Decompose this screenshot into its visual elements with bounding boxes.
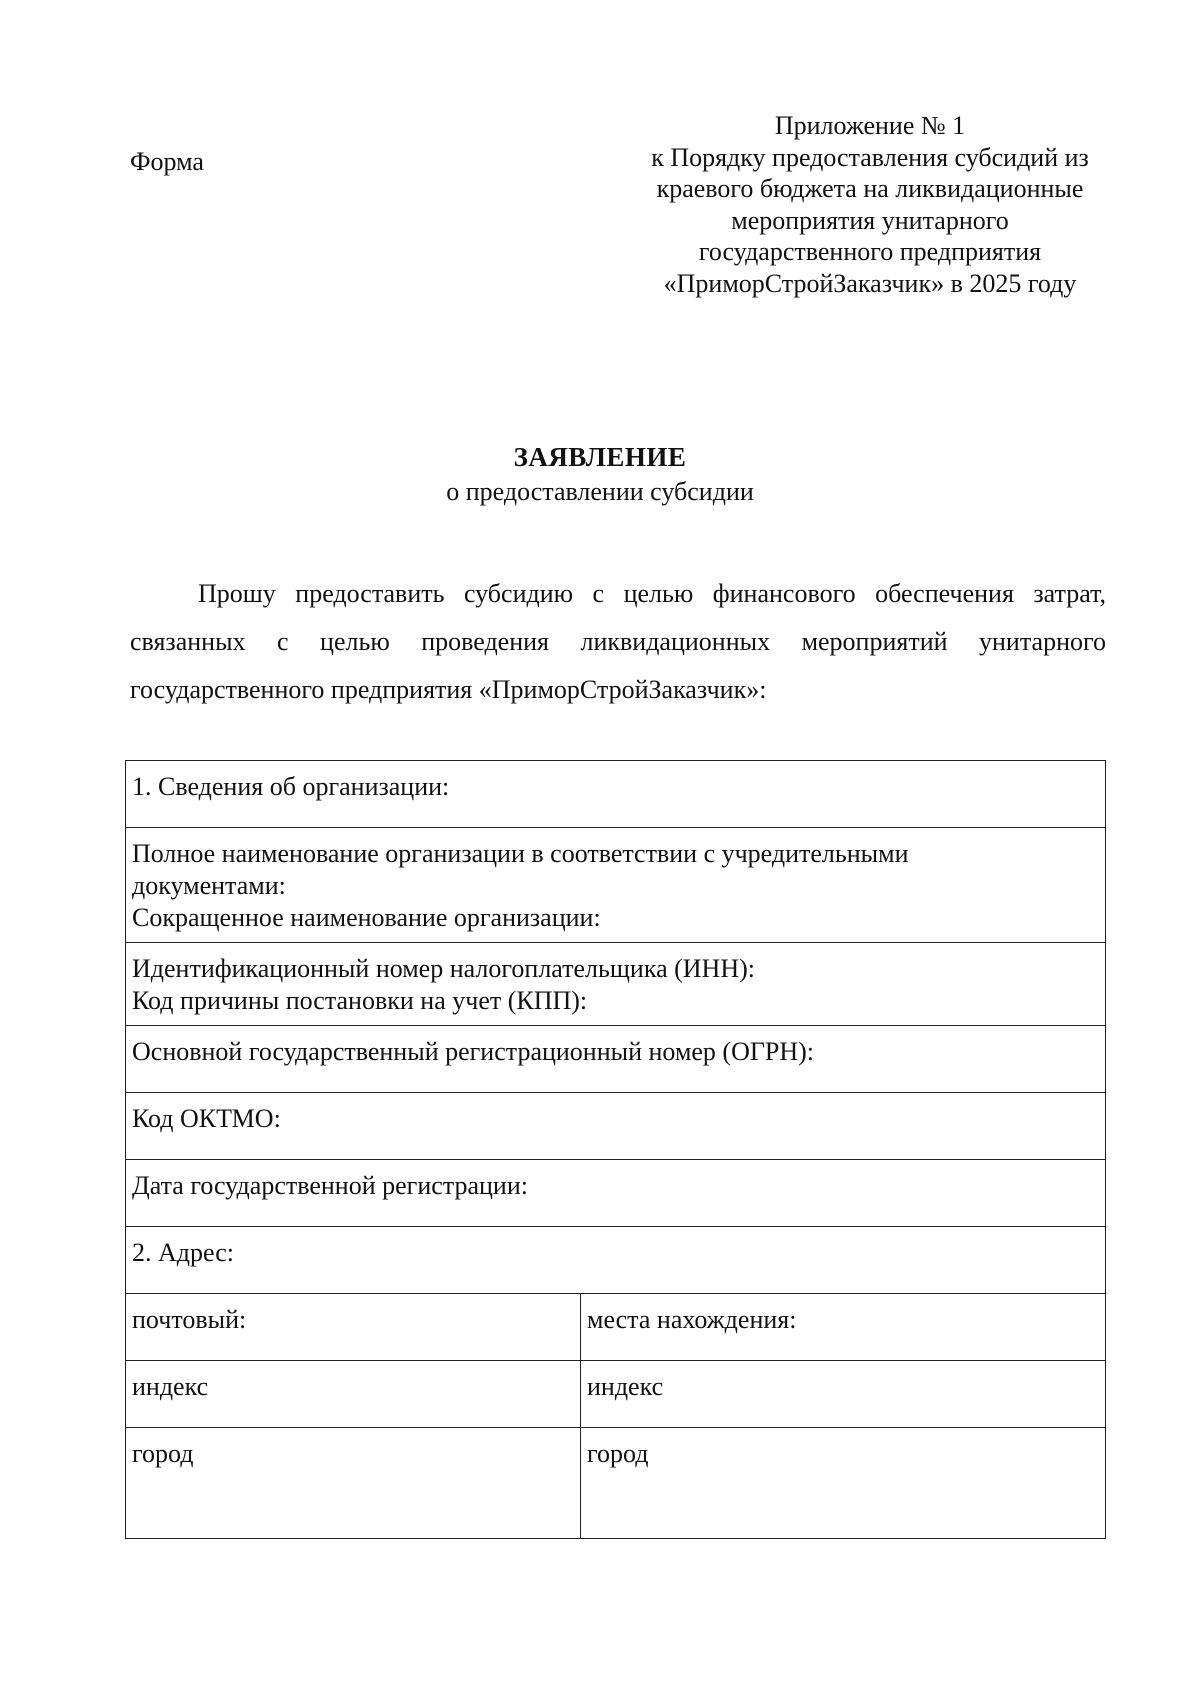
appendix-block (600, 110, 1140, 299)
location-address-header: места нахождения: (581, 1294, 1106, 1361)
appendix-line: государственного предприятия (698, 237, 1042, 266)
full-name-label-cont: документами: (132, 871, 286, 900)
table-row (126, 943, 1106, 1026)
document-subtitle: о предоставлении субсидии (446, 477, 754, 506)
table-row (126, 761, 1106, 828)
table-row (126, 1160, 1106, 1227)
section-heading-organization: 1. Сведения об организации: (126, 761, 1106, 828)
table-row (126, 1294, 1106, 1361)
short-name-label: Сокращенное наименование организации: (132, 903, 601, 932)
organization-info-table (125, 760, 1106, 1539)
tax-ids-cell[interactable] (126, 943, 1106, 1026)
postal-city-cell[interactable]: город (126, 1428, 581, 1539)
postal-address-header: почтовый: (126, 1294, 581, 1361)
section-heading-address: 2. Адрес: (126, 1227, 1106, 1294)
registration-date-cell[interactable]: Дата государственной регистрации: (126, 1160, 1106, 1227)
request-paragraph: Прошу предоставить субсидию с целью финансового обеспечения затрат, связанных с целью проведения ликвидационных мероприятий унитарного государственного предприятия «ПриморСтройЗаказчик»: (130, 579, 1106, 704)
location-index-cell[interactable]: индекс (581, 1361, 1106, 1428)
appendix-line: краевого бюджета на ликвидационные (656, 174, 1084, 203)
table-row (126, 828, 1106, 943)
organization-names-cell[interactable] (126, 828, 1106, 943)
document-title: ЗАЯВЛЕНИЕ (513, 442, 687, 472)
appendix-line: «ПриморСтройЗаказчик» в 2025 году (663, 268, 1077, 298)
table-row (126, 1093, 1106, 1160)
inn-label: Идентификационный номер налогоплательщика (ИНН): (132, 954, 755, 983)
table-row (126, 1227, 1106, 1294)
appendix-line: Приложение № 1 (774, 111, 966, 140)
kpp-label: Код причины постановки на учет (КПП): (132, 986, 588, 1015)
appendix-line: к Порядку предоставления субсидий из (651, 142, 1089, 172)
table-row (126, 1428, 1106, 1539)
table-row (126, 1026, 1106, 1093)
full-name-label: Полное наименование организации в соответствии с учредительными (132, 839, 909, 868)
form-label: Форма (130, 147, 204, 176)
location-city-cell[interactable]: город (581, 1428, 1106, 1539)
oktmo-cell[interactable]: Код ОКТМО: (126, 1093, 1106, 1160)
table-row (126, 1361, 1106, 1428)
appendix-line: мероприятия унитарного (731, 205, 1009, 235)
postal-index-cell[interactable]: индекс (126, 1361, 581, 1428)
ogrn-cell[interactable]: Основной государственный регистрационный номер (ОГРН): (126, 1026, 1106, 1093)
